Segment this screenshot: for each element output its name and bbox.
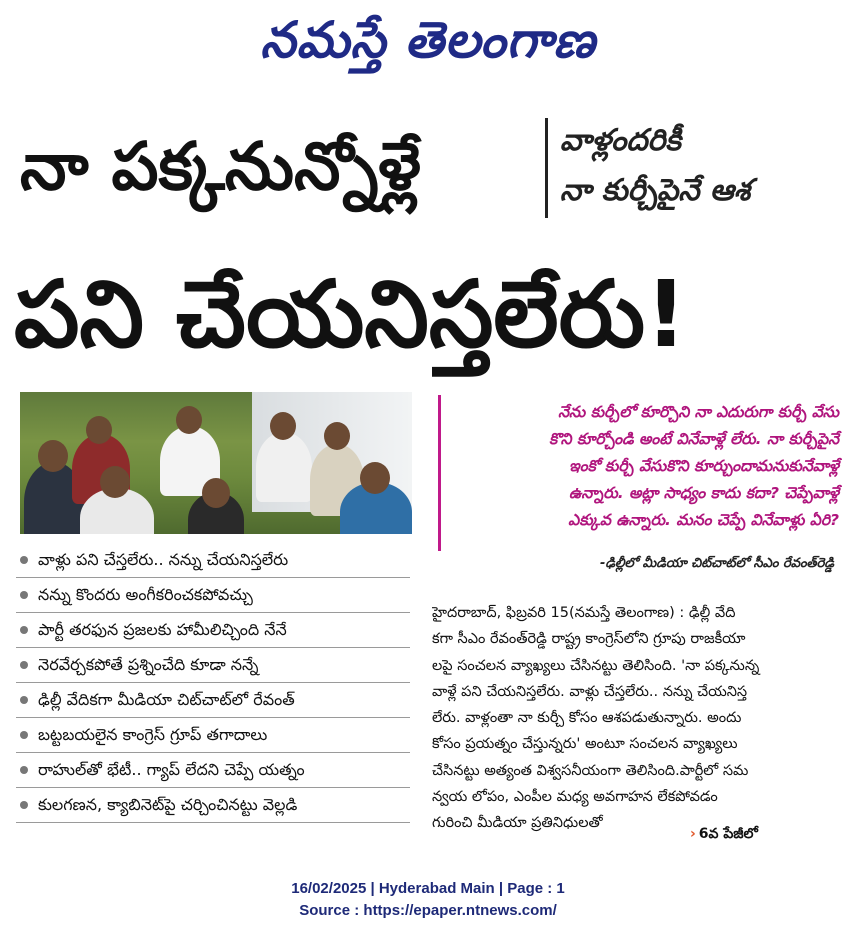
list-item-text: వాళ్లు పని చేస్తలేరు.. నన్ను చేయనిస్తలేరు [38, 550, 289, 569]
article-line: గురించి మీడియా ప్రతినిధులతో [432, 815, 603, 832]
bullet-icon [20, 731, 28, 739]
article-line: లేరు. వాళ్లంతా నా కుర్చీ కోసం ఆశపడుతున్నారు. అందు [432, 710, 742, 727]
list-item [16, 578, 410, 613]
photo-figure [360, 462, 390, 494]
kicker-line-2: నా కుర్చీపైనే ఆశ [560, 173, 751, 208]
news-photo [20, 392, 412, 534]
photo-figure [176, 406, 202, 434]
bullet-icon [20, 661, 28, 669]
list-item-text: నన్ను కొందరు అంగీకరించకపోవచ్చు [38, 585, 253, 604]
photo-figure [100, 466, 130, 498]
pull-quote-line: ఉన్నారు. అట్లా సాధ్యం కాదు కదా? చెప్పేవాళ్లే [569, 484, 839, 502]
article-line: హైదరాబాద్, ఫిబ్రవరి 15(నమస్తే తెలంగాణ) : ఢిల్లీ వేది [432, 605, 736, 621]
bullet-icon [20, 801, 28, 809]
photo-figure [256, 432, 312, 502]
photo-figure [324, 422, 350, 450]
pull-quote-line: కొని కూర్చోండి అంటే వినేవాళ్లే లేరు. నా కుర్చీపైనే [549, 430, 839, 448]
pull-quote-line: నేను కుర్చీలో కూర్చొని నా ఎదురుగా కుర్చీ వేసు [558, 403, 839, 421]
pull-quote-line: ఇంకో కుర్చీ వేసుకొని కూర్చుందామనుకునేవాళ్లే [569, 457, 839, 475]
list-item-text: నెరవేర్చకపోతే ప్రశ్నించేది కూడా నన్నే [38, 655, 259, 674]
pull-quote-text [459, 399, 839, 534]
pull-quote-line: ఎక్కువ ఉన్నారు. మనం చెప్పే వినేవాళ్లు ఏరి? [568, 511, 839, 529]
pull-quote-attribution: -ఢిల్లీలో మీడియా చిట్‌చాట్‌లో సీఎం రేవంత్‌రెడ్డి [600, 556, 834, 571]
article-line: కోసం ప్రయత్నం చేస్తున్నరు' అంటూ సంచలన వ్యాఖ్యలు [432, 736, 738, 753]
bullet-icon [20, 696, 28, 704]
continued-link[interactable] [690, 826, 758, 845]
article-line: వాళ్లే పని చేయనిస్తలేరు. వాళ్లు చేస్తలేరు.. నన్ను చేయనిస్త [432, 683, 748, 700]
list-item [16, 543, 410, 578]
bullet-icon [20, 591, 28, 599]
bullet-icon [20, 556, 28, 564]
list-item [16, 788, 410, 823]
bullet-icon [20, 626, 28, 634]
list-item [16, 613, 410, 648]
headline-divider [545, 118, 548, 218]
article-line: చేసినట్టు అత్యంత విశ్వసనీయంగా తెలిసింది.పార్టీలో సమ [432, 762, 749, 779]
list-item [16, 683, 410, 718]
highlights-list [16, 543, 410, 823]
continued-label: 6వ పేజీలో [698, 826, 758, 842]
list-item-text: కులగణన, క్యాబినెట్‌పై చర్చించినట్టు వెల్లడి [38, 795, 298, 814]
article-line: లపై సంచలన వ్యాఖ్యలు చేసినట్టు తెలిసింది. 'నా పక్కనున్న [432, 657, 760, 674]
masthead-title: నమస్తే తెలంగాణ [260, 10, 596, 69]
list-item-text: బట్టబయలైన కాంగ్రెస్ గ్రూప్ తగాదాలు [38, 725, 268, 744]
pull-quote [438, 395, 837, 551]
list-item [16, 718, 410, 753]
photo-figure [86, 416, 112, 444]
list-item-text: పార్టీ తరఫున ప్రజలకు హామీలిచ్చింది నేనే [38, 620, 287, 639]
kicker-line-1: వాళ్లందరికీ [560, 123, 681, 158]
footer-date-edition: 16/02/2025 | Hyderabad Main | Page : 1 [291, 880, 565, 897]
list-item [16, 753, 410, 788]
list-item-text: ఢిల్లీ వేదికగా మీడియా చిట్‌చాట్‌లో రేవంత్ [38, 690, 295, 709]
headline-line-1: నా పక్కనున్నోళ్లే [20, 128, 421, 205]
photo-figure [270, 412, 296, 440]
list-item [16, 648, 410, 683]
list-item-text: రాహుల్‌తో భేటీ.. గ్యాప్ లేదని చెప్పే యత్నం [38, 760, 305, 779]
bullet-icon [20, 766, 28, 774]
photo-figure [38, 440, 68, 472]
article-body [432, 600, 836, 837]
photo-figure [202, 478, 230, 508]
footer-source-link[interactable]: Source : https://epaper.ntnews.com/ [299, 902, 557, 919]
headline-line-2: పని చేయనిస్తలేరు! [14, 261, 687, 368]
article-line: న్వయ లోపం, ఎంపీల మధ్య అవగాహన లేకపోవడం [432, 789, 718, 806]
article-line: కగా సీఎం రేవంత్‌రెడ్డి రాష్ట్ర కాంగ్రెస్‌లోని గ్రూపు రాజకీయా [432, 631, 746, 648]
headline-kicker [560, 116, 840, 216]
chevron-right-icon: › [690, 826, 696, 842]
page-footer [0, 878, 856, 922]
